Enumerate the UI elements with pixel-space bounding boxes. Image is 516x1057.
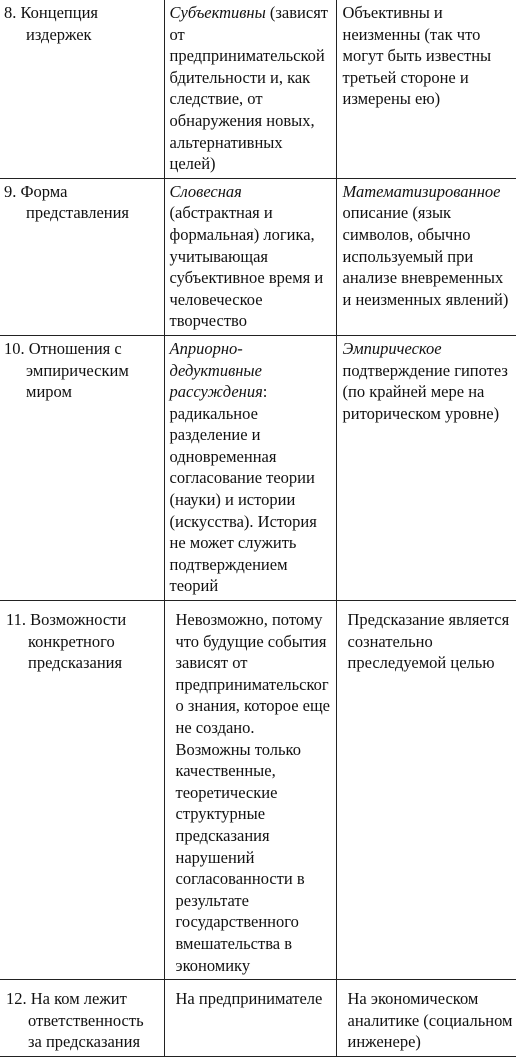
row-neoclassical-cell [336, 601, 516, 980]
row-neoclassical-text: Объективны и неизменны (так что могут быть известны третьей стороне и измерены ею) [342, 3, 492, 109]
row-neoclassical-emphasis: Математизированное [342, 181, 501, 201]
row-austrian-cell [164, 178, 336, 335]
row-neoclassical-cell [336, 980, 516, 1057]
row-austrian-cell [164, 601, 336, 980]
row-neoclassical-cell [336, 178, 516, 335]
row-neoclassical-text: Предсказание является сознательно преследуемой целью [347, 610, 510, 673]
row-key-cell [0, 335, 164, 600]
row-neoclassical-text: На экономическом аналитике (социальном инженере) [347, 989, 513, 1052]
table-row [0, 601, 516, 980]
row-key-cell [0, 0, 164, 178]
row-neoclassical-text: описание (язык символов, обычно используемый при анализе вневременных и неизменных явлений) [342, 203, 509, 309]
row-key: 10. Отношения с эмпирическим миром [4, 338, 129, 402]
table-row [0, 980, 516, 1057]
row-austrian-text: : радикальное разделение и одновременная согласование теории (науки) и истории (искусства). История не может служить подтверждением теорий [169, 382, 317, 596]
row-key: 8. Концепция издержек [4, 3, 98, 44]
row-neoclassical-cell [336, 335, 516, 600]
row-austrian-cell [164, 335, 336, 600]
table-row [0, 335, 516, 600]
row-austrian-emphasis: Субъективны [169, 3, 266, 22]
row-neoclassical-emphasis: Эмпирическое [342, 338, 442, 358]
row-key: 12. На ком лежит ответственность за предсказания [6, 989, 144, 1052]
row-key-cell [0, 178, 164, 335]
row-austrian-text: На предпринимателе [175, 989, 323, 1009]
row-austrian-text: (абстрактная и формальная) логика, учитывающая субъективное время и человеческое творчество [169, 203, 324, 331]
row-austrian-cell [164, 980, 336, 1057]
row-key-cell [0, 601, 164, 980]
row-neoclassical-cell [336, 0, 516, 178]
row-austrian-text: (зависят от предпринимательской бдительности и, как следствие, от обнаружения новых, альтернативных целей) [169, 3, 329, 174]
row-austrian-emphasis: Априорно-дедуктивные рассуждения [169, 338, 263, 402]
row-neoclassical-text: подтверждение гипотез (по крайней мере на риторическом уровне) [342, 360, 508, 423]
row-austrian-cell [164, 0, 336, 178]
row-austrian-text: Невозможно, потому что будущие события зависят от предпринимательского знания, которое еще не создано. Возможны только качественные, теоретические структурные предсказания нарушений согласованности в результате государственного вмешательства в экономику [175, 610, 331, 975]
row-key: 11. Возможности конкретного предсказания [6, 610, 127, 673]
row-key-cell [0, 980, 164, 1057]
table-row [0, 0, 516, 178]
row-key: 9. Форма представления [4, 181, 130, 223]
row-austrian-emphasis: Словесная [169, 181, 242, 201]
table-row [0, 178, 516, 335]
